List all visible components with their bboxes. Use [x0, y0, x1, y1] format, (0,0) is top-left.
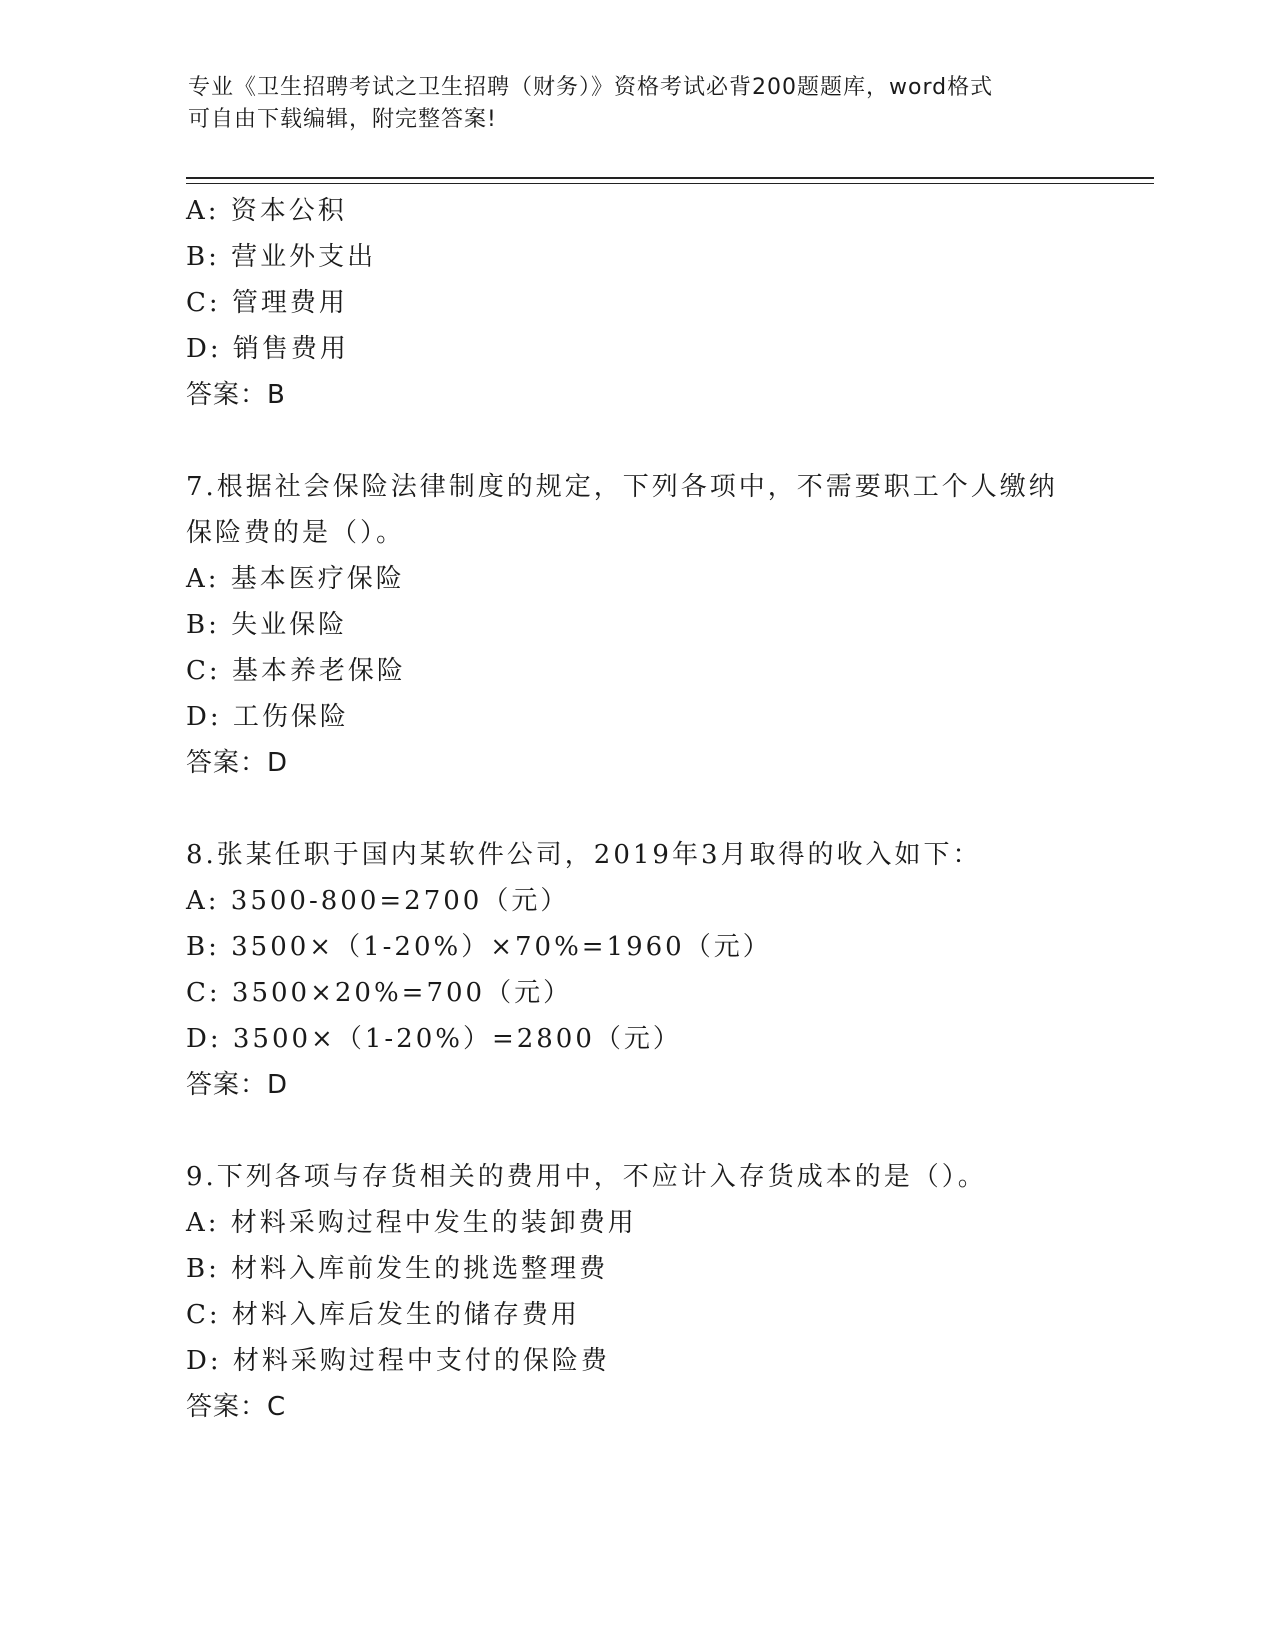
question-9: [186, 1154, 1146, 1430]
header-rule-thick: [186, 177, 1154, 179]
option-b: B: 失业保险: [186, 610, 348, 640]
option-d: D: 材料采购过程中支付的保险费: [186, 1346, 610, 1376]
option-a: A: 3500-800=2700（元）: [186, 886, 570, 916]
question-7: [186, 464, 1146, 786]
answer-line: 答案：D: [186, 748, 289, 778]
header-rule-thin: [186, 183, 1154, 184]
option-d: D: 销售费用: [186, 334, 349, 364]
header-title-line-1: 专业《卫生招聘考试之卫生招聘（财务）》资格考试必背200题题库，word格式: [188, 75, 994, 100]
option-c: C: 材料入库后发生的储存费用: [186, 1300, 580, 1330]
answer-line: 答案：B: [186, 380, 286, 410]
question-6: [186, 188, 1146, 418]
option-c: C: 3500×20%=700（元）: [186, 978, 573, 1008]
question-8: [186, 832, 1146, 1108]
header-title-line-2: 可自由下载编辑，附完整答案!: [188, 107, 497, 132]
option-b: B: 营业外支出: [186, 242, 377, 272]
option-b: B: 3500×（1-20%）×70%=1960（元）: [186, 932, 772, 962]
question-stem: 8.张某任职于国内某软件公司，2019年3月取得的收入如下：: [186, 840, 982, 870]
option-d: D: 工伤保险: [186, 702, 349, 732]
option-d: D: 3500×（1-20%）=2800（元）: [186, 1024, 682, 1054]
option-c: C: 管理费用: [186, 288, 348, 318]
option-a: A: 材料采购过程中发生的装卸费用: [186, 1208, 637, 1238]
question-stem: 9.下列各项与存货相关的费用中，不应计入存货成本的是（）。: [186, 1162, 987, 1192]
option-c: C: 基本养老保险: [186, 656, 406, 686]
question-stem-line-1: 7.根据社会保险法律制度的规定，下列各项中，不需要职工个人缴纳: [186, 472, 1058, 502]
document-header: [188, 72, 1088, 136]
option-a: A: 资本公积: [186, 196, 347, 226]
answer-line: 答案：C: [186, 1392, 287, 1422]
answer-line: 答案：D: [186, 1070, 289, 1100]
option-a: A: 基本医疗保险: [186, 564, 405, 594]
question-stem-line-2: 保险费的是（）。: [186, 518, 406, 548]
option-b: B: 材料入库前发生的挑选整理费: [186, 1254, 609, 1284]
question-list: [186, 188, 1146, 1476]
